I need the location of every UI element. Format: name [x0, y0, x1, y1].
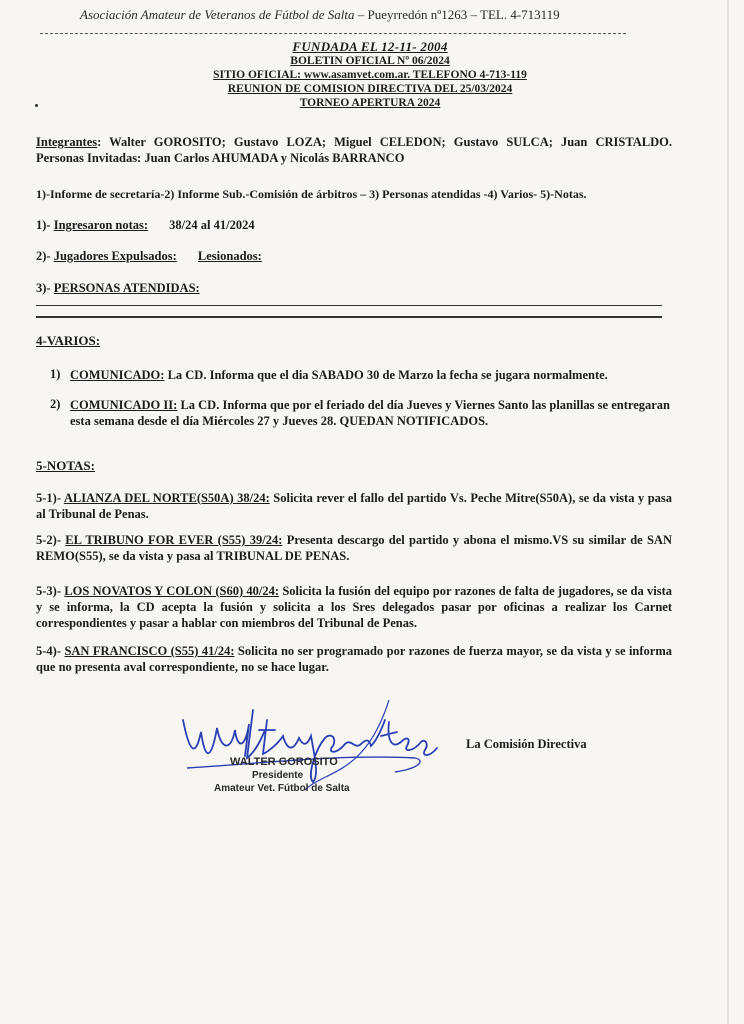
handwritten-signature: [175, 680, 445, 800]
signing-body: La Comisión Directiva: [466, 737, 587, 751]
section-2: [36, 248, 672, 264]
section-3-label: PERSONAS ATENDIDAS:: [53, 281, 200, 295]
header-divider: [40, 33, 626, 34]
members-label: Integrantes: [36, 135, 98, 149]
tournament-line: TORNEO APERTURA 2024: [299, 97, 441, 109]
note-5-3: [36, 583, 672, 631]
note-5-1: [36, 490, 672, 522]
section-3: [36, 280, 672, 296]
note-5-4-label: SAN FRANCISCO (S55) 41/24:: [64, 644, 235, 658]
title-block: [150, 40, 590, 110]
section-2-number: 2)-: [36, 249, 51, 263]
item-1-number: 1): [50, 367, 61, 381]
section-5-heading: 5-NOTAS:: [36, 458, 95, 473]
meeting-line: REUNION DE COMISION DIRECTIVA DEL 25/03/2024: [227, 83, 513, 95]
item-1: [70, 367, 670, 383]
note-5-1-text: Solicita rever el fallo del partido Vs. Peche Mitre(S50A), se da vista y pasa al Tribunal de Penas.: [36, 491, 673, 521]
note-5-1-label: ALIANZA DEL NORTE(S50A) 38/24:: [63, 491, 270, 505]
item-1-label: COMUNICADO:: [70, 368, 165, 382]
section-4-heading: 4-VARIOS:: [36, 333, 101, 348]
section-1-number: 1)-: [36, 218, 51, 232]
members-paragraph: [36, 134, 672, 166]
note-5-3-number: 5-3)-: [36, 584, 61, 598]
note-5-3-label: LOS NOVATOS Y COLON (S60) 40/24:: [64, 584, 280, 598]
section-divider-thin: [36, 305, 662, 306]
note-5-1-number: 5-1)-: [36, 491, 61, 505]
note-5-4-text: Solicita no ser programado por razones de fuerza mayor, se da vista y se informa que no presenta aval correspondiente, no se hace lugar.: [36, 644, 672, 674]
section-1: [36, 217, 672, 233]
note-5-2: [36, 532, 672, 564]
note-5-3-text: Solicita la fusión del equipo por razones de falta de jugadores, se da vista y se informa, la CD acepta la fusión y solicita a los Sres delegados pasar por oficinas a realizar los Carnet correspondientes y pasar a hablar con miembros del Tribunal de Penas.: [36, 584, 673, 630]
scan-edge: [727, 0, 729, 1024]
agenda-line: 1)-Informe de secretaría-2) Informe Sub.-Comisión de árbitros – 3) Personas atendidas -4) Varios- 5)-Notas.: [36, 187, 587, 201]
bullet-dot: [35, 104, 38, 107]
note-5-2-text: Presenta descargo del partido y abona el mismo.VS su similar de SAN REMO(S55), se da vista y pasa al TRIBUNAL DE PENAS.: [36, 533, 672, 563]
item-1-text: La CD. Informa que el dia SABADO 30 de Marzo la fecha se jugara normalmente.: [167, 368, 608, 382]
official-site: SITIO OFICIAL: www.asamvet.com.ar. TELEFONO 4-713-119: [213, 69, 527, 81]
item-2-text: La CD. Informa que por el feriado del día Jueves y Viernes Santo las planillas se entregaran esta semana desde el día Miércoles 27 y Jueves 28. QUEDAN NOTIFICADOS.: [70, 398, 670, 428]
section-1-label: Ingresaron notas:: [53, 218, 149, 232]
founded-line: FUNDADA EL 12-11- 2004: [292, 39, 448, 54]
note-5-4-number: 5-4)-: [36, 644, 61, 658]
note-5-2-number: 5-2)-: [36, 533, 61, 547]
expelled-label: Jugadores Expulsados:: [53, 249, 177, 263]
association-name: Asociación Amateur de Veteranos de Fútbol de Salta: [80, 7, 355, 22]
injured-label: Lesionados:: [197, 249, 262, 263]
signer-organization: Amateur Vet. Fútbol de Salta: [214, 783, 350, 794]
note-5-4: [36, 643, 672, 675]
section-3-number: 3)-: [36, 281, 51, 295]
bulletin-number: BOLETIN OFICIAL Nº 06/2024: [290, 55, 450, 67]
section-1-value: 38/24 al 41/2024: [169, 218, 255, 232]
section-divider-thick: [36, 316, 662, 318]
association-address: – Pueyrredón nº1263 – TEL. 4-713119: [357, 7, 560, 22]
signer-name: WALTER GOROSITO: [230, 756, 338, 768]
members-text: : Walter GOROSITO; Gustavo LOZA; Miguel CELEDON; Gustavo SULCA; Juan CRISTALDO. Personas Invitadas: Juan Carlos AHUMADA y Nicolás BARRANCO: [36, 135, 672, 165]
item-2-number: 2): [50, 397, 61, 411]
item-2: [70, 397, 670, 429]
signer-role: Presidente: [252, 770, 304, 781]
note-5-2-label: EL TRIBUNO FOR EVER (S55) 39/24:: [65, 533, 283, 547]
item-2-label: COMUNICADO II:: [70, 398, 178, 412]
letterhead: [80, 7, 640, 23]
